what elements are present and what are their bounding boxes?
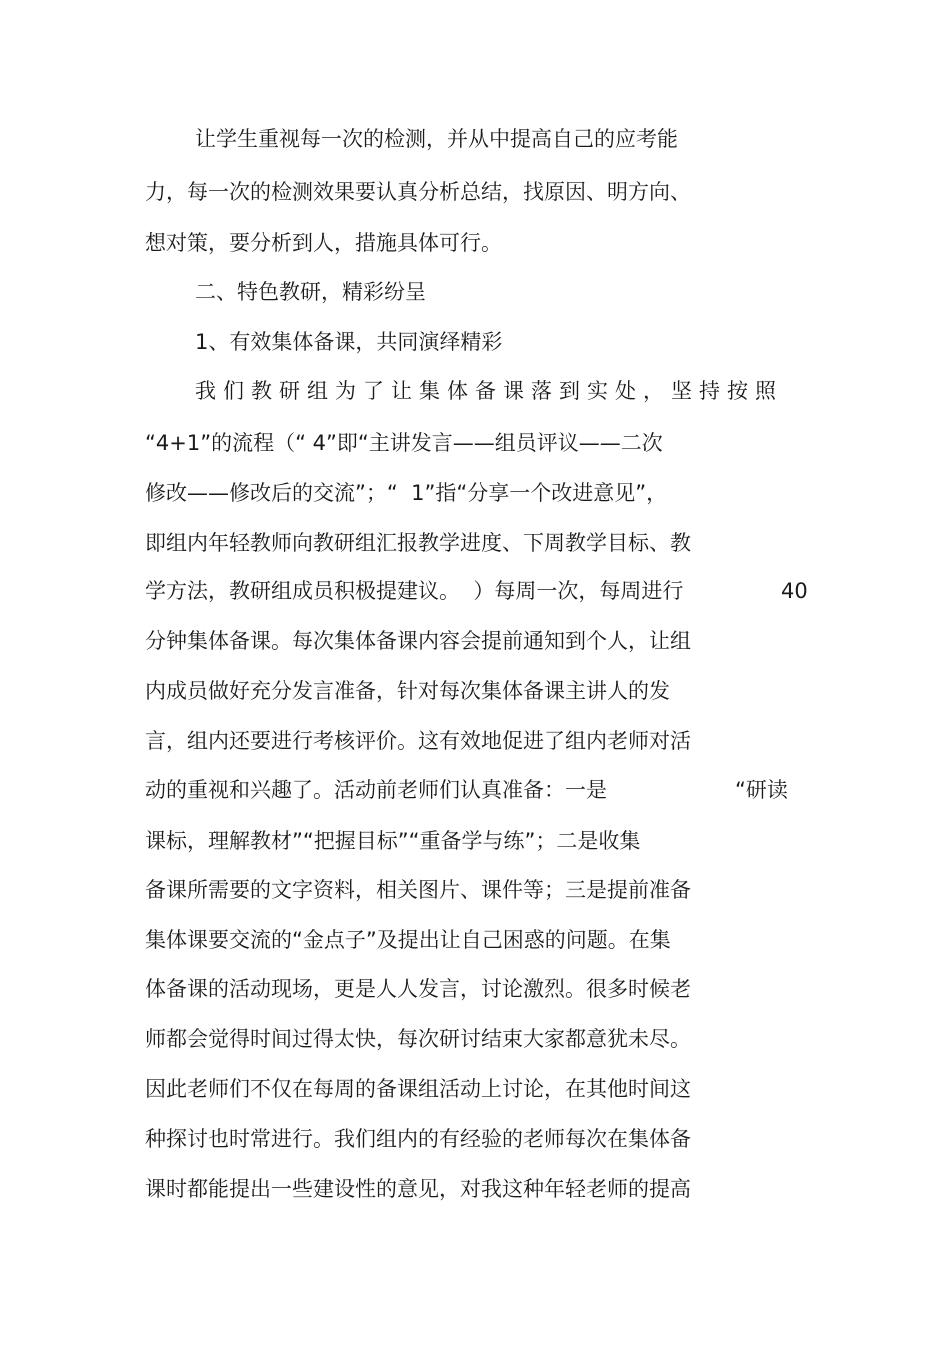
paragraph-line: 课时都能提出一些建设性的意见，对我这种年轻老师的提高 [145, 1177, 691, 1201]
paragraph-line: 体备课的活动现场，更是人人发言，讨论激烈。很多时候老 [145, 977, 691, 1001]
paragraph-line: “4+1”的流程（“ 4”即“主讲发言——组员评议——二次 [145, 431, 663, 455]
paragraph-line: 内成员做好充分发言准备，针对每次集体备课主讲人的发 [145, 679, 670, 703]
paragraph-line-fragment: “研读 [735, 778, 788, 802]
paragraph-line: 让学生重视每一次的检测，并从中提高自己的应考能 [195, 127, 678, 151]
paragraph-line: 学方法，教研组成员积极提建议。 ）每周一次，每周进行 [145, 579, 684, 603]
section-heading: 二、特色教研，精彩纷呈 [195, 280, 426, 304]
paragraph-line: 我们教研组为了让集体备课落到实处，坚持按照 [195, 379, 783, 403]
paragraph-line: 言，组内还要进行考核评价。这有效地促进了组内老师对活 [145, 729, 691, 753]
paragraph-line: 即组内年轻教师向教研组汇报教学进度、下周教学目标、教 [145, 531, 691, 555]
paragraph-line: 课标，理解教材”“把握目标”“重备学与练”；二是收集 [145, 829, 641, 853]
subsection-heading: 1、有效集体备课，共同演绎精彩 [195, 330, 503, 354]
paragraph-line: 动的重视和兴趣了。活动前老师们认真准备：一是 [145, 778, 607, 802]
paragraph-line: 集体课要交流的“金点子”及提出让自己困惑的问题。在集 [145, 928, 671, 952]
paragraph-line: 种探讨也时常进行。我们组内的有经验的老师每次在集体备 [145, 1127, 691, 1151]
paragraph-line: 因此老师们不仅在每周的备课组活动上讨论，在其他时间这 [145, 1077, 691, 1101]
paragraph-line: 想对策，要分析到人，措施具体可行。 [145, 231, 502, 255]
paragraph-line: 师都会觉得时间过得太快，每次研讨结束大家都意犹未尽。 [145, 1027, 691, 1051]
paragraph-line: 力，每一次的检测效果要认真分析总结，找原因、明方向、 [145, 180, 691, 204]
paragraph-line: 修改——修改后的交流”；“ 1”指“分享一个改进意见”， [145, 481, 668, 505]
paragraph-line: 分钟集体备课。每次集体备课内容会提前通知到个人，让组 [145, 629, 691, 653]
paragraph-line-fragment: 40 [781, 579, 808, 603]
paragraph-line: 备课所需要的文字资料，相关图片、课件等；三是提前准备 [145, 878, 691, 902]
